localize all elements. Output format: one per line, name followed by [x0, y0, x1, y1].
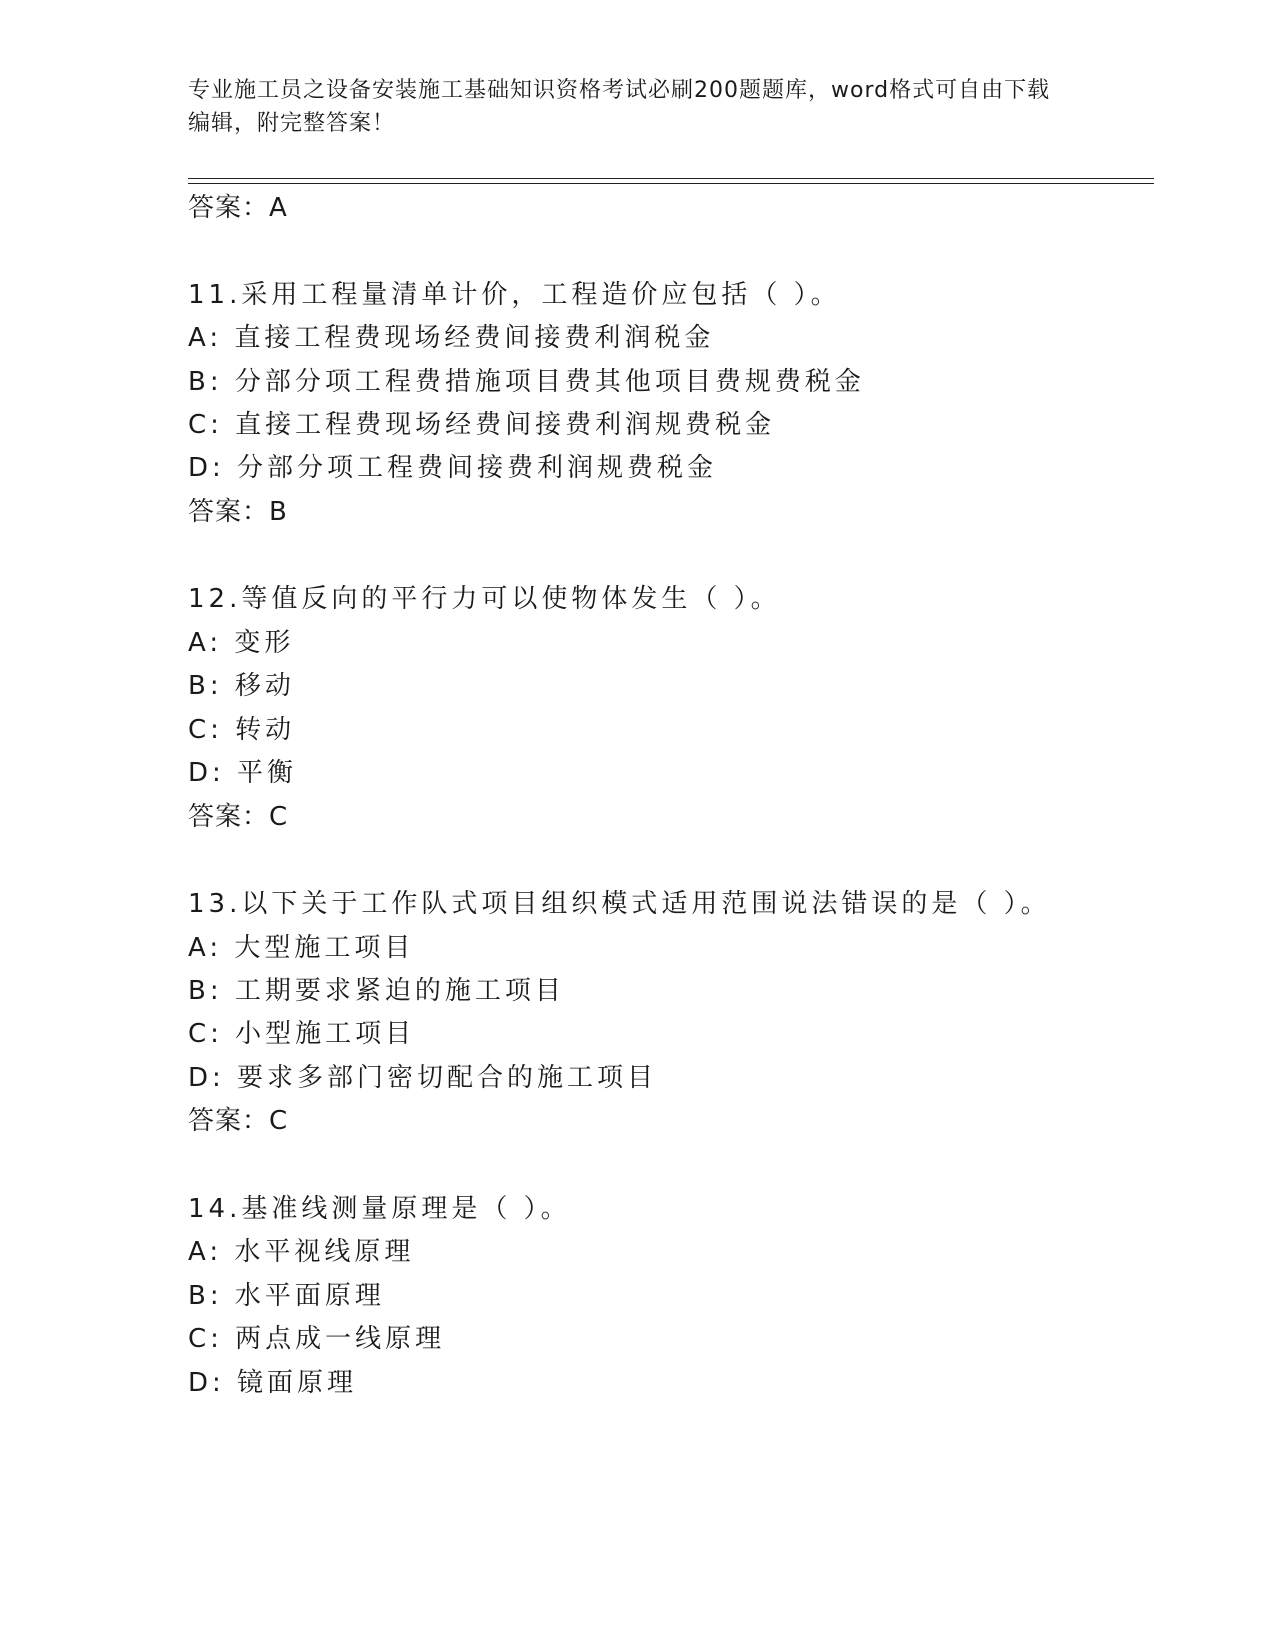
header-divider-top — [188, 178, 1154, 179]
option-line: A: 大型施工项目 — [188, 933, 415, 963]
question-stem: 12.等值反向的平行力可以使物体发生（ ）。 — [188, 584, 781, 614]
answer-line: 答案：C — [188, 1106, 289, 1136]
question-stem: 14.基准线测量原理是（ ）。 — [188, 1194, 571, 1224]
option-line: A: 直接工程费现场经费间接费利润税金 — [188, 323, 715, 353]
answer-line: 答案：A — [188, 193, 288, 223]
option-line: C: 小型施工项目 — [188, 1019, 416, 1049]
question-stem: 11.采用工程量清单计价，工程造价应包括（ ）。 — [188, 280, 841, 310]
option-line: B: 水平面原理 — [188, 1281, 385, 1311]
header-divider-bottom — [188, 183, 1154, 184]
option-line: A: 变形 — [188, 628, 295, 658]
option-line: C: 两点成一线原理 — [188, 1324, 446, 1354]
option-line: D: 镜面原理 — [188, 1368, 358, 1398]
answer-line: 答案：B — [188, 497, 288, 527]
option-line: D: 要求多部门密切配合的施工项目 — [188, 1063, 658, 1093]
option-line: C: 直接工程费现场经费间接费利润规费税金 — [188, 410, 776, 440]
answer-line: 答案：C — [188, 802, 289, 832]
option-line: D: 分部分项工程费间接费利润规费税金 — [188, 453, 718, 483]
option-line: B: 工期要求紧迫的施工项目 — [188, 976, 565, 1006]
option-line: B: 移动 — [188, 671, 295, 701]
document-header: 专业施工员之设备安装施工基础知识资格考试必刷200题题库，word格式可自由下载编辑，附完整答案！ — [188, 78, 1051, 136]
option-line: C: 转动 — [188, 715, 296, 745]
option-line: B: 分部分项工程费措施项目费其他项目费规费税金 — [188, 367, 865, 397]
option-line: A: 水平视线原理 — [188, 1237, 415, 1267]
option-line: D: 平衡 — [188, 758, 298, 788]
question-stem: 13.以下关于工作队式项目组织模式适用范围说法错误的是（ ）。 — [188, 889, 1051, 919]
